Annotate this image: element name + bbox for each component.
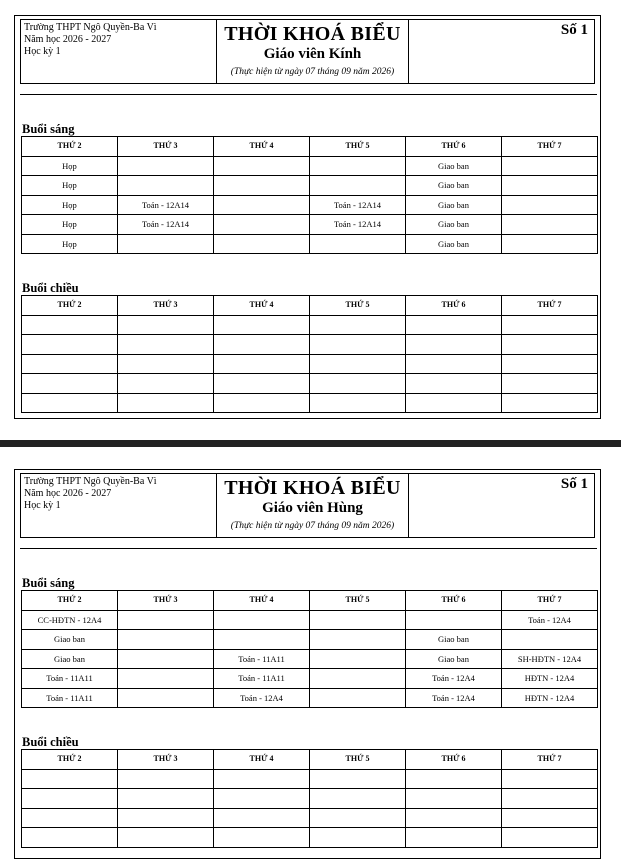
timetable-header — [20, 19, 595, 84]
lesson-cell — [310, 156, 406, 176]
lesson-cell: Toán - 12A4 — [406, 688, 502, 708]
lesson-cell — [310, 354, 406, 374]
day-header-row — [22, 750, 598, 770]
lesson-cell: Giao ban — [406, 195, 502, 215]
lesson-cell — [310, 315, 406, 335]
lesson-cell: Toán - 11A11 — [22, 688, 118, 708]
lesson-cell: HĐTN - 12A4 — [502, 688, 598, 708]
day-header: THỨ 6 — [406, 137, 502, 157]
day-header: THỨ 6 — [406, 750, 502, 770]
lesson-cell — [406, 789, 502, 809]
lesson-cell — [214, 234, 310, 254]
lesson-cell — [118, 393, 214, 413]
day-header: THỨ 2 — [22, 591, 118, 611]
table-row — [22, 176, 598, 196]
lesson-cell — [502, 315, 598, 335]
lesson-cell — [406, 393, 502, 413]
table-row — [22, 354, 598, 374]
table-row — [22, 789, 598, 809]
lesson-cell — [214, 374, 310, 394]
day-header: THỨ 2 — [22, 296, 118, 316]
school-info — [21, 474, 216, 537]
day-header: THỨ 2 — [22, 137, 118, 157]
lesson-cell — [118, 315, 214, 335]
lesson-cell — [214, 610, 310, 630]
lesson-cell: Toán - 12A14 — [118, 215, 214, 235]
lesson-cell — [406, 610, 502, 630]
lesson-cell — [214, 789, 310, 809]
lesson-cell: Toán - 11A11 — [22, 669, 118, 689]
lesson-cell — [22, 374, 118, 394]
lesson-cell — [118, 176, 214, 196]
lesson-cell — [214, 354, 310, 374]
semester: Học kỳ 1 — [24, 500, 61, 511]
lesson-cell — [118, 649, 214, 669]
lesson-cell — [310, 335, 406, 355]
timetable-header — [20, 473, 595, 538]
teacher-name: Giáo viên Hùng — [262, 500, 363, 516]
lesson-cell — [502, 234, 598, 254]
page-separator — [0, 440, 621, 447]
lesson-cell — [310, 789, 406, 809]
lesson-cell — [118, 789, 214, 809]
lesson-cell — [22, 769, 118, 789]
lesson-cell: Toán - 12A4 — [214, 688, 310, 708]
lesson-cell — [502, 808, 598, 828]
lesson-cell — [118, 335, 214, 355]
day-header: THỨ 4 — [214, 296, 310, 316]
lesson-cell — [310, 176, 406, 196]
lesson-cell — [214, 393, 310, 413]
day-header: THỨ 7 — [502, 137, 598, 157]
lesson-cell: Họp — [22, 156, 118, 176]
lesson-cell: Giao ban — [406, 215, 502, 235]
document-number: Số 1 — [560, 22, 588, 38]
lesson-cell — [502, 215, 598, 235]
morning-timetable — [21, 136, 598, 254]
teacher-name: Giáo viên Kính — [263, 46, 362, 62]
table-row — [22, 374, 598, 394]
table-row — [22, 315, 598, 335]
table-row — [22, 195, 598, 215]
table-row — [22, 828, 598, 848]
table-row — [22, 335, 598, 355]
morning-timetable — [21, 590, 598, 708]
lesson-cell — [502, 156, 598, 176]
day-header-row — [22, 137, 598, 157]
school-year: Năm học 2026 - 2027 — [24, 34, 112, 45]
header-divider — [20, 94, 597, 95]
lesson-cell — [118, 669, 214, 689]
lesson-cell — [214, 195, 310, 215]
lesson-cell — [310, 669, 406, 689]
school-name: Trường THPT Ngô Quyền-Ba Vì — [24, 476, 157, 487]
lesson-cell — [22, 808, 118, 828]
day-header: THỨ 4 — [214, 137, 310, 157]
day-header: THỨ 7 — [502, 750, 598, 770]
lesson-cell — [406, 828, 502, 848]
lesson-cell: Giao ban — [406, 156, 502, 176]
effective-date: (Thực hiện từ ngày 07 tháng 09 năm 2026) — [230, 521, 395, 531]
lesson-cell: Toán - 12A14 — [310, 215, 406, 235]
afternoon-section-title: Buổi chiều — [22, 735, 79, 749]
lesson-cell: Toán - 11A11 — [214, 649, 310, 669]
school-info — [21, 20, 216, 83]
lesson-cell: Toán - 12A4 — [406, 669, 502, 689]
semester: Học kỳ 1 — [24, 46, 61, 57]
lesson-cell — [118, 769, 214, 789]
day-header: THỨ 5 — [310, 591, 406, 611]
table-row — [22, 669, 598, 689]
lesson-cell: Giao ban — [406, 176, 502, 196]
lesson-cell — [502, 195, 598, 215]
lesson-cell: Họp — [22, 234, 118, 254]
day-header: THỨ 3 — [118, 137, 214, 157]
school-year: Năm học 2026 - 2027 — [24, 488, 112, 499]
lesson-cell — [118, 610, 214, 630]
lesson-cell — [502, 630, 598, 650]
lesson-cell — [22, 789, 118, 809]
table-row — [22, 393, 598, 413]
title-block — [216, 20, 409, 83]
lesson-cell: Giao ban — [22, 630, 118, 650]
lesson-cell — [118, 374, 214, 394]
day-header: THỨ 5 — [310, 296, 406, 316]
lesson-cell — [310, 610, 406, 630]
lesson-cell — [118, 354, 214, 374]
lesson-cell — [310, 234, 406, 254]
lesson-cell — [22, 315, 118, 335]
lesson-cell — [502, 176, 598, 196]
lesson-cell — [502, 393, 598, 413]
day-header: THỨ 7 — [502, 591, 598, 611]
day-header: THỨ 6 — [406, 296, 502, 316]
lesson-cell — [118, 234, 214, 254]
day-header: THỨ 5 — [310, 750, 406, 770]
lesson-cell — [310, 393, 406, 413]
lesson-cell: Giao ban — [406, 234, 502, 254]
lesson-cell — [22, 354, 118, 374]
table-row — [22, 630, 598, 650]
lesson-cell — [502, 769, 598, 789]
lesson-cell — [406, 374, 502, 394]
lesson-cell: Họp — [22, 176, 118, 196]
document-title: THỜI KHOÁ BIỂU — [224, 23, 401, 45]
lesson-cell — [310, 808, 406, 828]
lesson-cell — [310, 688, 406, 708]
lesson-cell — [214, 156, 310, 176]
lesson-cell — [502, 828, 598, 848]
timetable-page-2 — [14, 469, 601, 859]
lesson-cell — [214, 335, 310, 355]
lesson-cell — [502, 374, 598, 394]
lesson-cell — [406, 769, 502, 789]
day-header-row — [22, 296, 598, 316]
lesson-cell — [22, 393, 118, 413]
lesson-cell: Toán - 12A14 — [118, 195, 214, 215]
table-row — [22, 215, 598, 235]
lesson-cell — [406, 354, 502, 374]
lesson-cell — [406, 335, 502, 355]
lesson-cell — [406, 808, 502, 828]
day-header: THỨ 5 — [310, 137, 406, 157]
lesson-cell — [214, 828, 310, 848]
lesson-cell — [310, 649, 406, 669]
timetable-page-1 — [14, 15, 601, 419]
lesson-cell — [502, 789, 598, 809]
morning-section-title: Buổi sáng — [22, 576, 75, 590]
lesson-cell — [118, 630, 214, 650]
lesson-cell — [502, 335, 598, 355]
day-header-row — [22, 591, 598, 611]
table-row — [22, 808, 598, 828]
table-row — [22, 688, 598, 708]
day-header: THỨ 4 — [214, 591, 310, 611]
lesson-cell — [118, 828, 214, 848]
day-header: THỨ 3 — [118, 591, 214, 611]
document-title: THỜI KHOÁ BIỂU — [224, 477, 401, 499]
table-row — [22, 769, 598, 789]
day-header: THỨ 3 — [118, 296, 214, 316]
lesson-cell — [502, 354, 598, 374]
table-row — [22, 610, 598, 630]
lesson-cell: Giao ban — [22, 649, 118, 669]
lesson-cell — [118, 808, 214, 828]
effective-date: (Thực hiện từ ngày 07 tháng 09 năm 2026) — [230, 67, 395, 77]
table-row — [22, 156, 598, 176]
table-row — [22, 234, 598, 254]
lesson-cell: Toán - 12A14 — [310, 195, 406, 215]
lesson-cell: Họp — [22, 195, 118, 215]
afternoon-timetable — [21, 749, 598, 848]
lesson-cell: Toán - 11A11 — [214, 669, 310, 689]
header-divider — [20, 548, 597, 549]
lesson-cell — [22, 828, 118, 848]
lesson-cell: Giao ban — [406, 630, 502, 650]
day-header: THỨ 3 — [118, 750, 214, 770]
lesson-cell — [118, 156, 214, 176]
afternoon-section-title: Buổi chiều — [22, 281, 79, 295]
day-header: THỨ 6 — [406, 591, 502, 611]
lesson-cell: Giao ban — [406, 649, 502, 669]
lesson-cell — [214, 769, 310, 789]
morning-section-title: Buổi sáng — [22, 122, 75, 136]
title-block — [216, 474, 409, 537]
lesson-cell — [214, 315, 310, 335]
lesson-cell — [214, 176, 310, 196]
document-number: Số 1 — [560, 476, 588, 492]
lesson-cell — [310, 828, 406, 848]
lesson-cell: Toán - 12A4 — [502, 610, 598, 630]
lesson-cell: CC-HĐTN - 12A4 — [22, 610, 118, 630]
day-header: THỨ 7 — [502, 296, 598, 316]
lesson-cell — [310, 374, 406, 394]
lesson-cell — [118, 688, 214, 708]
lesson-cell — [310, 769, 406, 789]
lesson-cell: Họp — [22, 215, 118, 235]
lesson-cell — [22, 335, 118, 355]
lesson-cell — [214, 808, 310, 828]
afternoon-timetable — [21, 295, 598, 413]
lesson-cell — [214, 215, 310, 235]
lesson-cell — [214, 630, 310, 650]
day-header: THỨ 4 — [214, 750, 310, 770]
lesson-cell — [310, 630, 406, 650]
day-header: THỨ 2 — [22, 750, 118, 770]
lesson-cell — [406, 315, 502, 335]
lesson-cell: SH-HĐTN - 12A4 — [502, 649, 598, 669]
school-name: Trường THPT Ngô Quyền-Ba Vì — [24, 22, 157, 33]
lesson-cell: HĐTN - 12A4 — [502, 669, 598, 689]
table-row — [22, 649, 598, 669]
